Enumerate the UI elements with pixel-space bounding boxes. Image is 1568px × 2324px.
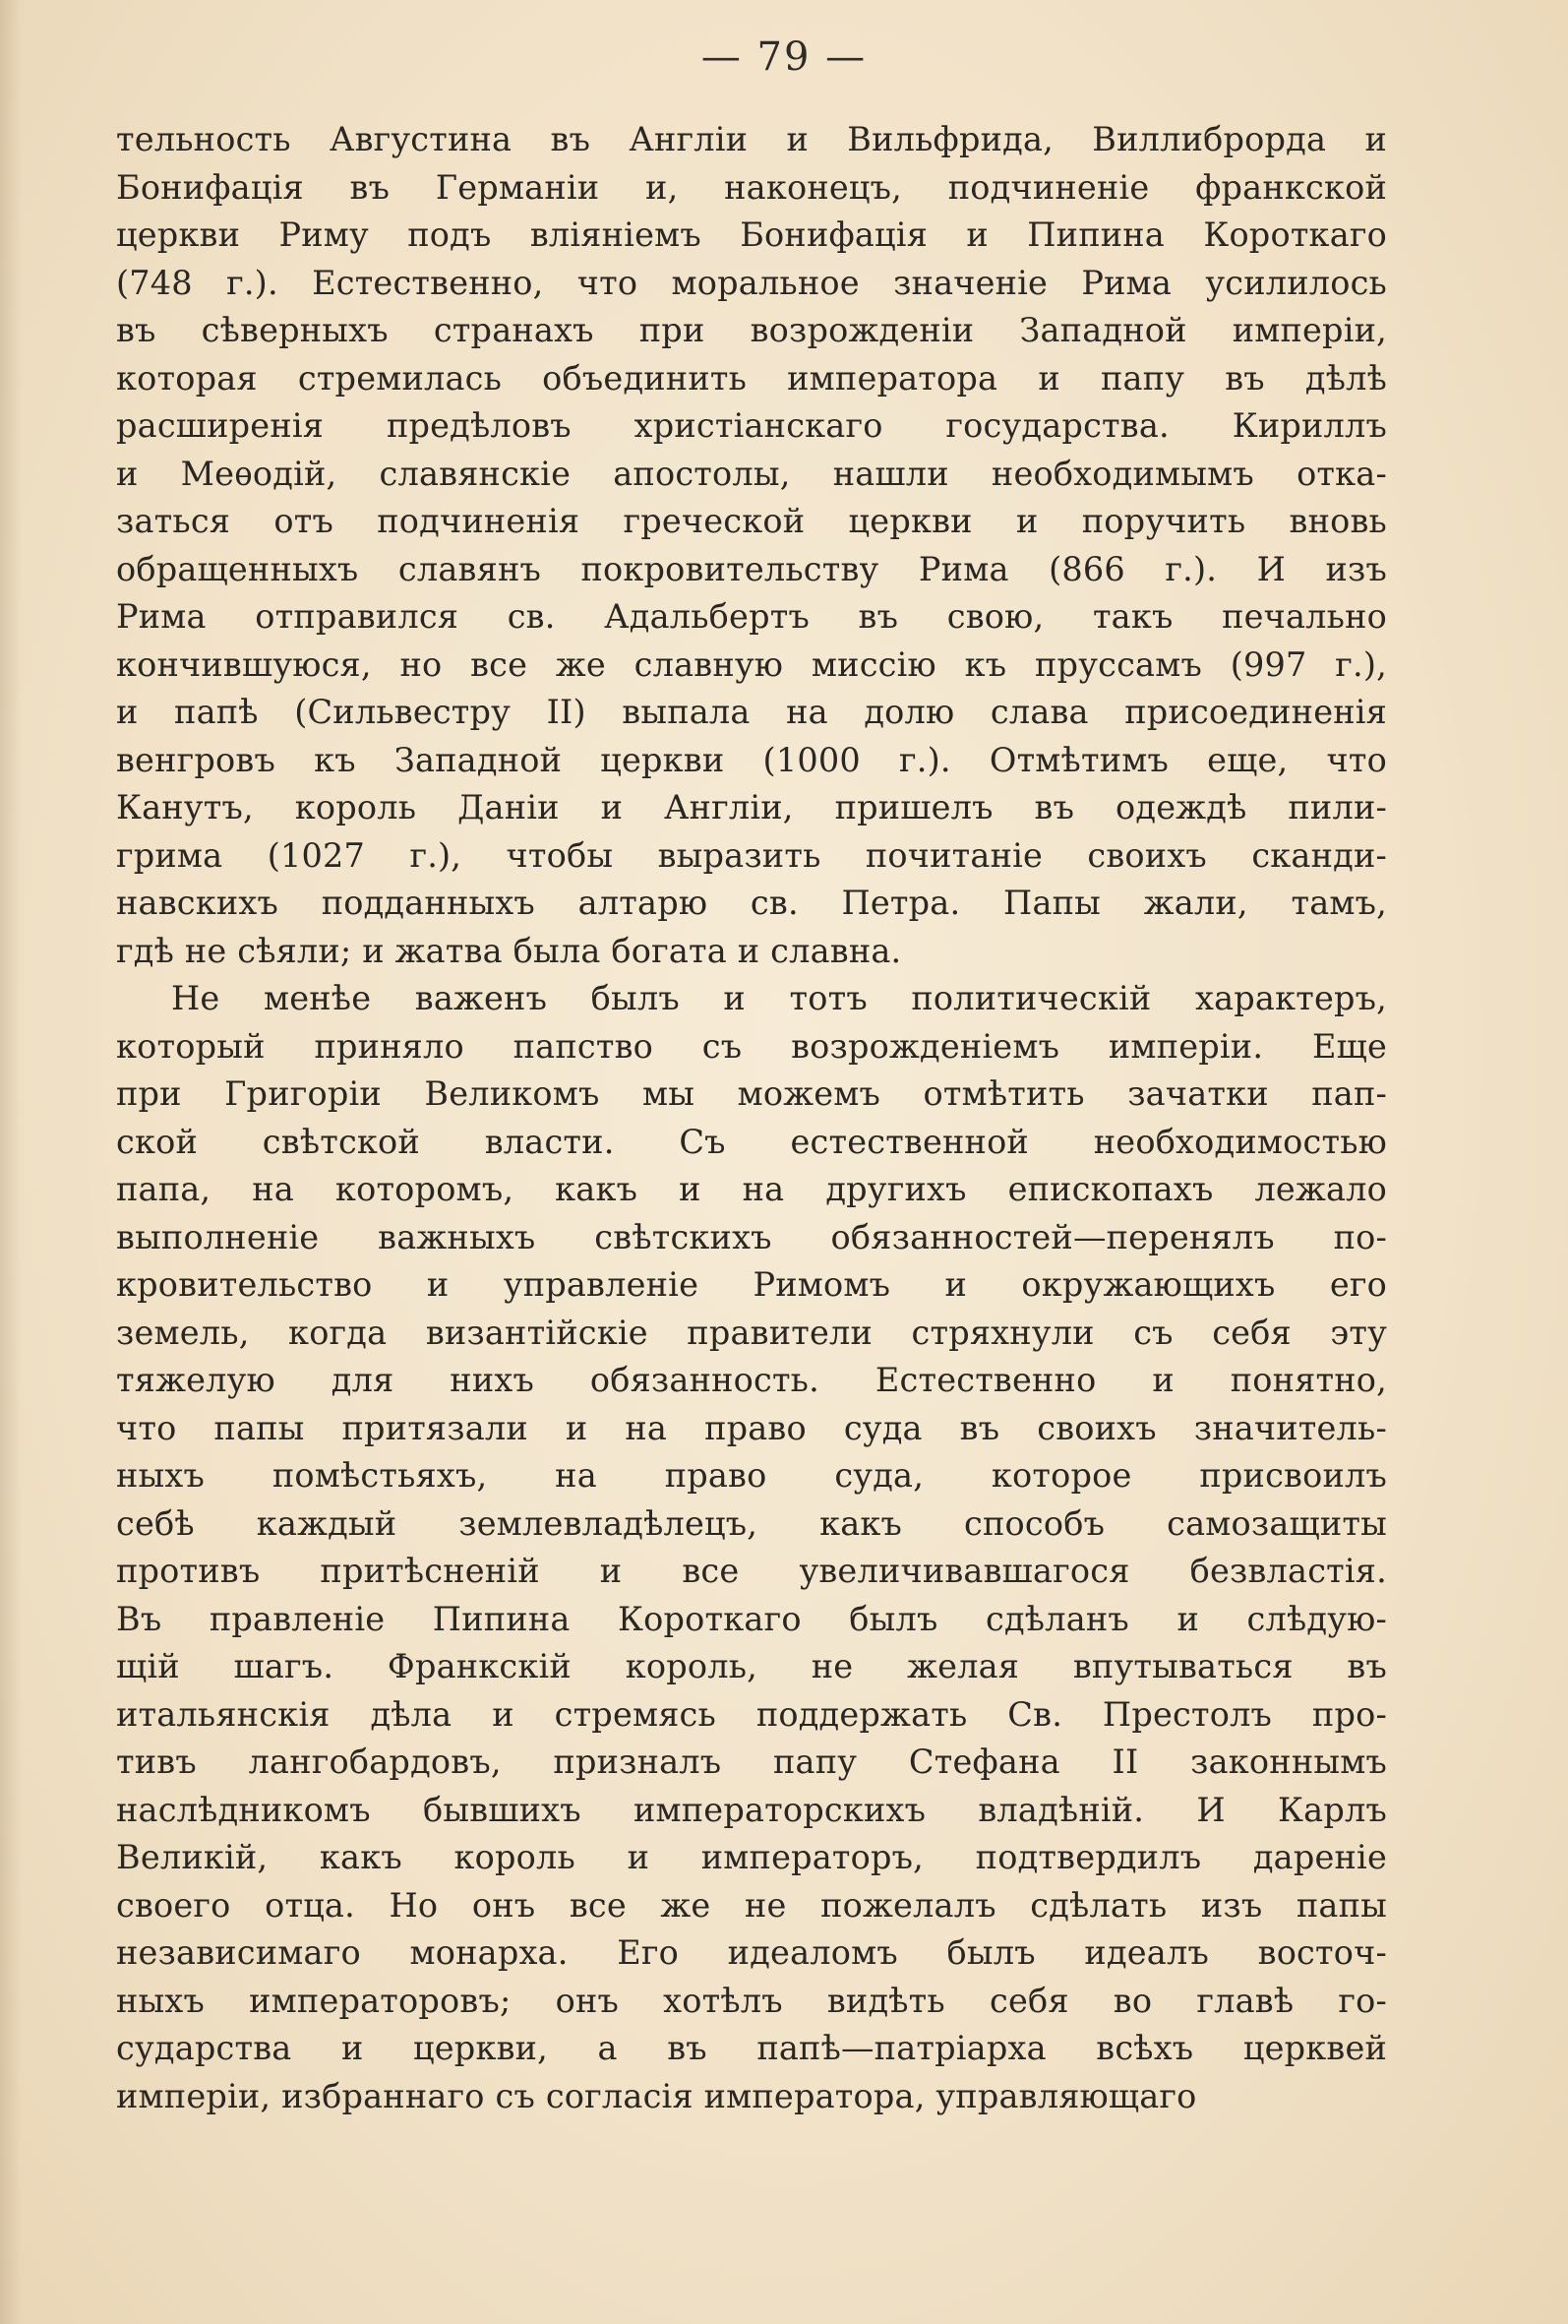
text-line: ныхъ помѣстьяхъ, на право суда, которое присвоилъ	[116, 1456, 1387, 1495]
text-line: грима (1027 г.), чтобы выразить почитаніе своихъ сканди-	[116, 835, 1387, 875]
text-line: Въ правленіе Пипина Короткаго былъ сдѣланъ и слѣдую-	[116, 1599, 1387, 1638]
text-line: Канутъ, король Даніи и Англіи, пришелъ въ одеждѣ пили-	[116, 788, 1387, 826]
text-line: папа, на которомъ, какъ и на другихъ епископахъ лежало	[116, 1170, 1387, 1208]
paragraph	[116, 975, 1387, 2120]
text-line: противъ притѣсненій и все увеличивавшагося безвластія.	[116, 1552, 1387, 1590]
text-line: расширенія предѣловъ христіанскаго государства. Кириллъ	[116, 406, 1387, 445]
text-line: ныхъ императоровъ; онъ хотѣлъ видѣть себя во главѣ го-	[116, 1981, 1387, 2020]
text-line: Не менѣе важенъ былъ и тотъ политическій характеръ,	[171, 979, 1387, 1017]
text-line: тивъ лангобардовъ, призналъ папу Стефана II законнымъ	[116, 1743, 1387, 1781]
text-line: въ сѣверныхъ странахъ при возрожденіи Западной имперіи,	[116, 311, 1387, 349]
text-line: ской свѣтской власти. Съ естественной необходимостью	[116, 1122, 1387, 1161]
text-line: Рима отправился св. Адальбертъ въ свою, такъ печально	[116, 597, 1387, 636]
text-line: при Григоріи Великомъ мы можемъ отмѣтить зачатки пап-	[116, 1074, 1387, 1113]
text-line: навскихъ подданныхъ алтарю св. Петра. Папы жали, тамъ,	[116, 884, 1387, 922]
text-line: выполненіе важныхъ свѣтскихъ обязанностей—перенялъ по-	[116, 1217, 1387, 1256]
body-text	[116, 116, 1387, 2120]
page-spine-shadow	[0, 0, 22, 2324]
text-line: заться отъ подчиненія греческой церкви и поручить вновь	[116, 502, 1387, 540]
text-line: и папѣ (Сильвестру II) выпала на долю слава присоединенія	[116, 693, 1387, 731]
text-line: гдѣ не сѣяли; и жатва была богата и славна.	[116, 931, 902, 970]
text-line: венгровъ къ Западной церкви (1000 г.). Отмѣтимъ еще, что	[116, 740, 1387, 779]
text-line: обращенныхъ славянъ покровительству Рима (866 г.). И изъ	[116, 549, 1387, 588]
text-line: который приняло папство съ возрожденіемъ имперіи. Еще	[116, 1026, 1387, 1066]
text-line: тяжелую для нихъ обязанность. Естественно и понятно,	[116, 1361, 1387, 1399]
text-line: (748 г.). Естественно, что моральное значеніе Рима усилилось	[116, 263, 1387, 302]
text-line: церкви Риму подъ вліяніемъ Бонифація и Пипина Короткаго	[116, 215, 1387, 254]
text-line: щій шагъ. Франкскій король, не желая впутываться въ	[116, 1647, 1387, 1685]
text-line: итальянскія дѣла и стремясь поддержать Св. Престолъ про-	[116, 1694, 1387, 1734]
text-line: тельность Августина въ Англіи и Вильфрида, Виллиброрда и	[116, 120, 1387, 158]
text-line: своего отца. Но онъ все же не пожелалъ сдѣлать изъ папы	[116, 1885, 1387, 1925]
text-line: кровительство и управленіе Римомъ и окружающихъ его	[116, 1265, 1387, 1304]
text-line: Бонифація въ Германіи и, наконецъ, подчиненіе франкской	[116, 167, 1387, 207]
text-line: сударства и церкви, а въ папѣ—патріарха всѣхъ церквей	[116, 2029, 1387, 2067]
text-line: кончившуюся, но все же славную миссію къ пруссамъ (997 г.),	[116, 644, 1387, 684]
text-line: что папы притязали и на право суда въ своихъ значитель-	[116, 1408, 1387, 1447]
text-line: имперіи, избраннаго съ согласія императора, управляющаго	[116, 2076, 1197, 2115]
paragraph	[116, 116, 1387, 975]
text-line: наслѣдникомъ бывшихъ императорскихъ владѣній. И Карлъ	[116, 1790, 1387, 1829]
text-line: которая стремилась объединить императора и папу въ дѣлѣ	[116, 358, 1387, 398]
text-line: себѣ каждый землевладѣлецъ, какъ способъ самозащиты	[116, 1503, 1387, 1543]
text-line: независимаго монарха. Его идеаломъ былъ идеалъ восточ-	[116, 1933, 1387, 1972]
text-line: Великій, какъ король и императоръ, подтвердилъ дареніе	[116, 1838, 1387, 1876]
text-line: и Меѳодій, славянскіе апостолы, нашли необходимымъ отка-	[116, 454, 1387, 493]
text-line: земель, когда византійскіе правители стряхнули съ себя эту	[116, 1313, 1387, 1352]
page-number: — 79 —	[700, 34, 868, 80]
